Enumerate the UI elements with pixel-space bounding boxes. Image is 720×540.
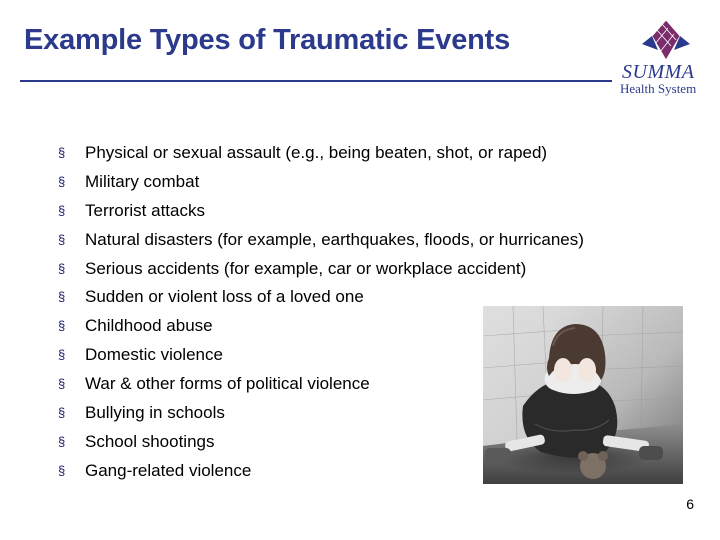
- list-item-text: Military combat: [85, 171, 200, 191]
- bullet-marker-icon: §: [58, 202, 66, 218]
- list-item: [58, 168, 584, 197]
- list-item: [58, 197, 584, 226]
- list-item-text: Sudden or violent loss of a loved one: [85, 287, 364, 307]
- logo-subtitle: Health System: [620, 81, 697, 96]
- list-item: [58, 255, 584, 284]
- distressed-child-image: [483, 306, 683, 484]
- bullet-marker-icon: §: [58, 405, 66, 421]
- bullet-marker-icon: §: [58, 462, 66, 478]
- bullet-marker-icon: §: [58, 145, 66, 160]
- bullet-marker-icon: §: [58, 289, 66, 305]
- list-item-text: Terrorist attacks: [85, 200, 205, 220]
- list-item-text: Natural disasters (for example, earthquakes, floods, or hurricanes): [85, 229, 584, 249]
- list-item-text: Bullying in schools: [85, 403, 225, 423]
- list-item: [58, 226, 584, 255]
- list-item-text: Physical or sexual assault (e.g., being beaten, shot, or raped): [85, 143, 548, 162]
- bullet-marker-icon: §: [58, 433, 66, 449]
- list-item-text: Childhood abuse: [85, 316, 213, 336]
- bullet-marker-icon: §: [58, 260, 66, 276]
- page-number: 6: [686, 496, 694, 512]
- logo-wordmark: SUMMA: [622, 61, 695, 83]
- list-item-text: Gang-related violence: [85, 460, 252, 480]
- distressed-child-photo: [483, 306, 683, 484]
- bullet-marker-icon: §: [58, 318, 66, 334]
- bullet-marker-icon: §: [58, 173, 66, 189]
- list-item-text: War & other forms of political violence: [85, 374, 370, 394]
- bullet-marker-icon: §: [58, 231, 66, 247]
- bullet-marker-icon: §: [58, 376, 66, 392]
- list-item-text: Serious accidents (for example, car or workplace accident): [85, 258, 527, 278]
- list-item: [58, 139, 584, 168]
- summa-logo: [616, 18, 716, 94]
- summa-emblem-icon: [616, 18, 716, 62]
- title-divider: [20, 80, 612, 82]
- slide-title: Example Types of Traumatic Events: [24, 24, 511, 56]
- list-item-text: School shootings: [85, 431, 215, 451]
- bullet-marker-icon: §: [58, 347, 66, 363]
- list-item-text: Domestic violence: [85, 345, 223, 365]
